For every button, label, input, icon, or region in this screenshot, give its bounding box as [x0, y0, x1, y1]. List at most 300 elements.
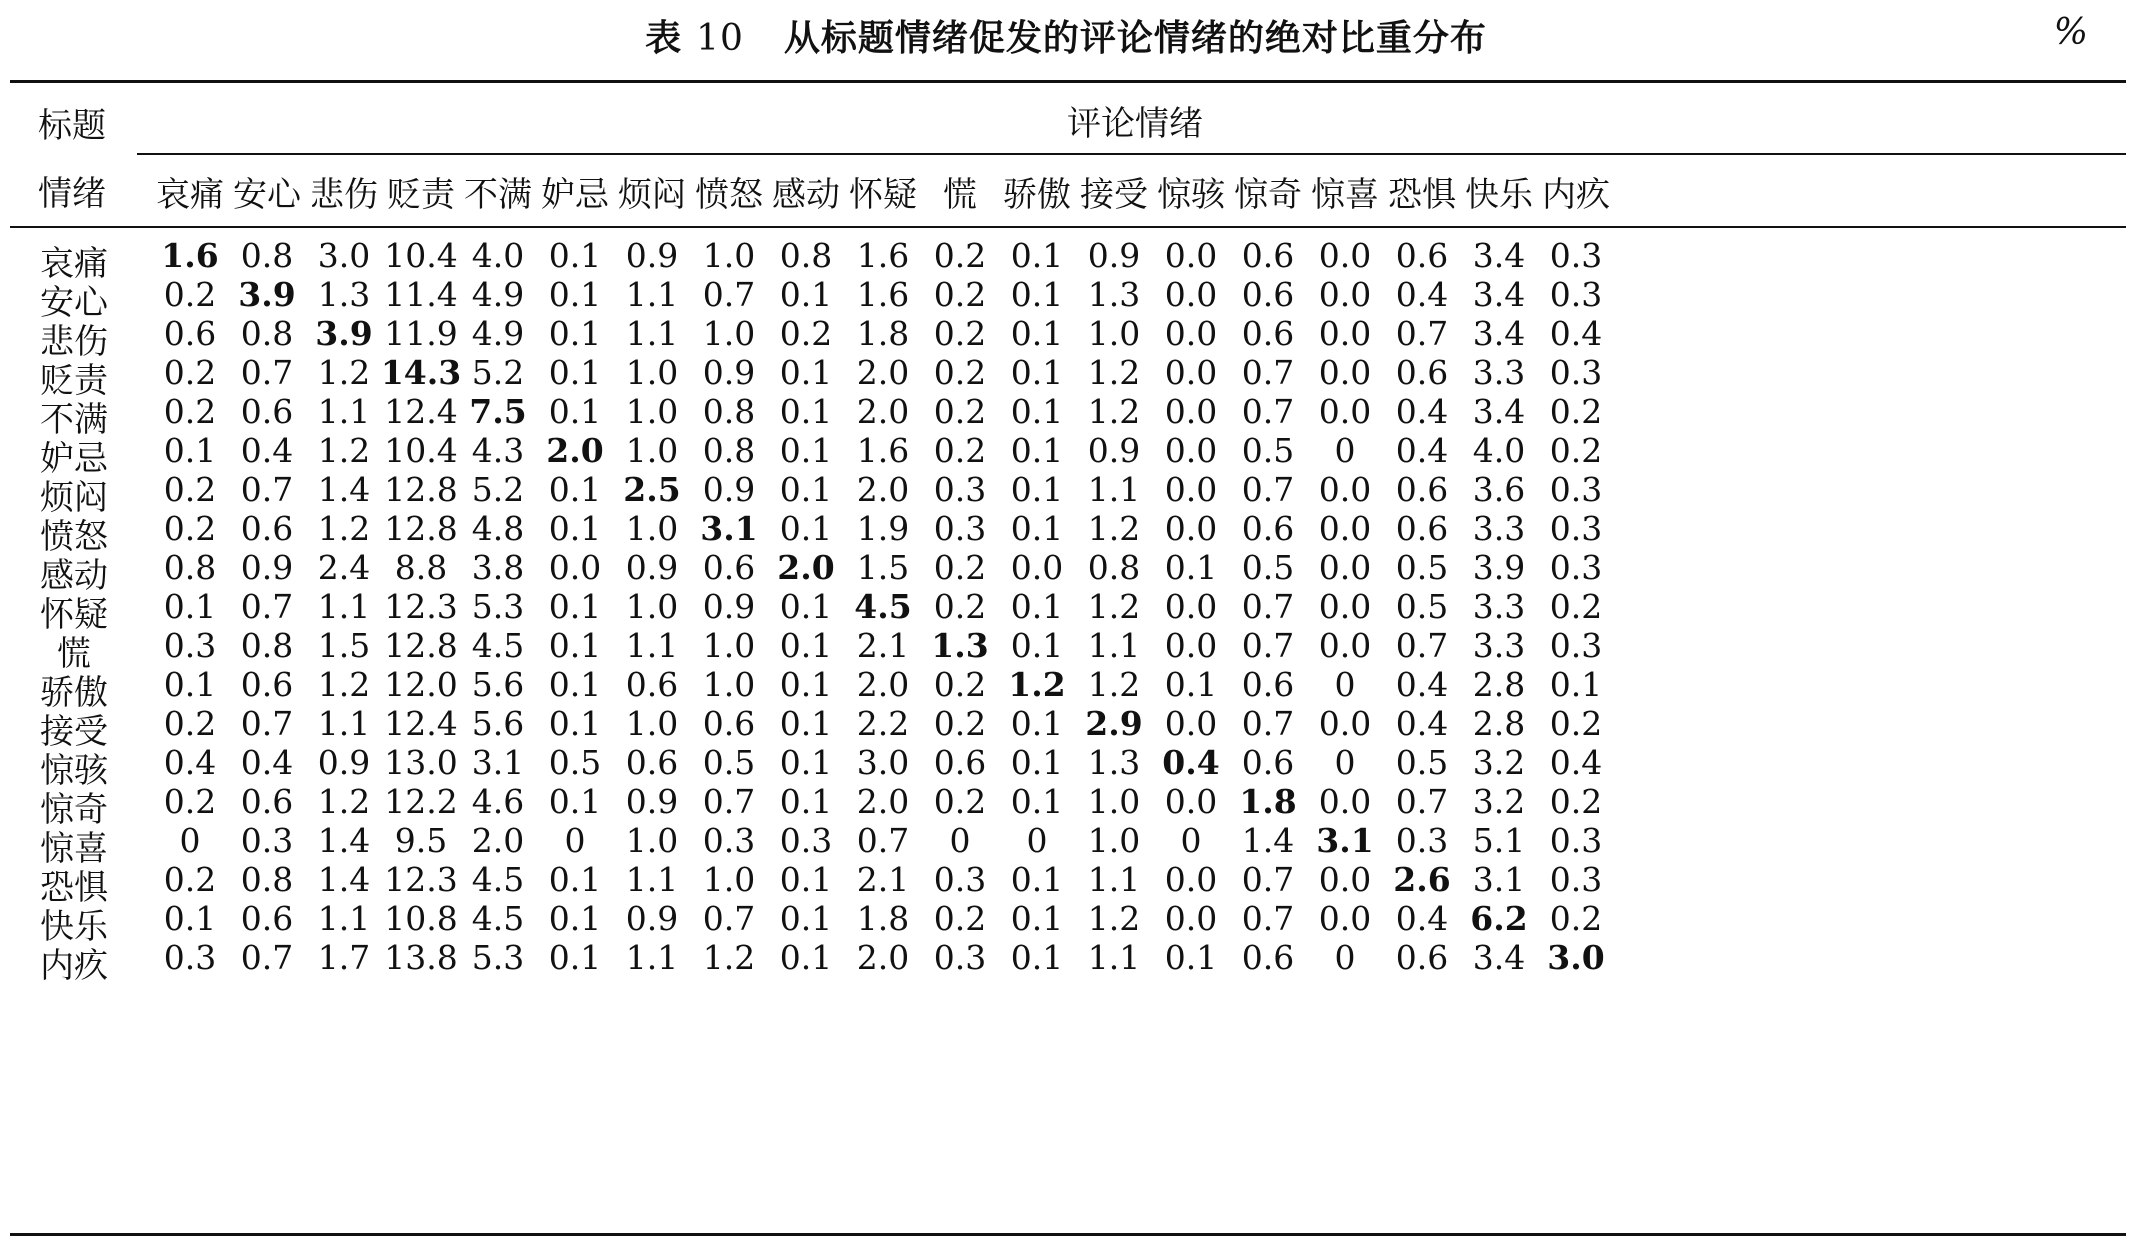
table-cell: 0.1: [548, 665, 602, 704]
table-cell: 1.3: [317, 275, 371, 314]
table-cell: 0.4: [1395, 431, 1449, 470]
table-cell: 0.3: [1549, 509, 1603, 548]
table-cell: 1.0: [625, 704, 679, 743]
table-cell: 0.5: [1395, 587, 1449, 626]
table-cell: 6.2: [1470, 899, 1528, 938]
table-cell: 0.6: [240, 782, 294, 821]
table-cell: 0.2: [163, 860, 217, 899]
table-cell: 0.0: [1164, 509, 1218, 548]
table-cell: 0.3: [933, 938, 987, 977]
table-cell: 3.0: [317, 236, 371, 275]
table-cell: 0.1: [548, 236, 602, 275]
table-cell: 3.3: [1472, 353, 1526, 392]
table-cell: 1.0: [1087, 782, 1141, 821]
table-cell: 4.8: [471, 509, 525, 548]
column-header: 妒忌: [541, 175, 609, 215]
table-cell: 0.1: [548, 587, 602, 626]
table-cell: 0.1: [548, 470, 602, 509]
table-cell: 0.5: [1395, 548, 1449, 587]
table-cell: 0.9: [240, 548, 294, 587]
table-cell: 0.4: [1549, 743, 1603, 782]
table-cell: 3.9: [238, 275, 296, 314]
table-cell: 1.0: [625, 509, 679, 548]
table-cell: 0.1: [779, 392, 833, 431]
table-cell: 12.8: [384, 470, 458, 509]
table-cell: 1.1: [317, 587, 371, 626]
table-cell: 4.5: [471, 899, 525, 938]
table-cell: 0.3: [163, 938, 217, 977]
table-cell: 0.2: [779, 314, 833, 353]
table-cell: 12.4: [384, 704, 458, 743]
table-cell: 1.1: [1087, 938, 1141, 977]
table-cell: 1.2: [317, 353, 371, 392]
table-cell: 4.5: [854, 587, 912, 626]
table-cell: 0.2: [933, 314, 987, 353]
table-cell: 0.2: [933, 587, 987, 626]
table-cell: 0.1: [548, 860, 602, 899]
table-cell: 0.1: [163, 665, 217, 704]
table-cell: 8.8: [394, 548, 448, 587]
table-row: [0, 932, 2132, 985]
table-cell: 0: [1334, 938, 1356, 977]
table-cell: 0.7: [1241, 470, 1295, 509]
table-cell: 0.8: [240, 860, 294, 899]
table-cell: 1.1: [1087, 470, 1141, 509]
table-cell: 0.7: [240, 470, 294, 509]
table-cell: 0.0: [1318, 704, 1372, 743]
table-cell: 12.4: [384, 392, 458, 431]
table-cell: 5.6: [471, 665, 525, 704]
table-cell: 2.0: [856, 938, 910, 977]
table-cell: 1.4: [317, 470, 371, 509]
row-header-top: 标题: [38, 106, 106, 146]
table-cell: 3.6: [1472, 470, 1526, 509]
table-cell: 2.0: [856, 782, 910, 821]
row-label: 悲伤: [40, 322, 108, 362]
table-cell: 0.1: [548, 899, 602, 938]
table-cell: 0.6: [240, 392, 294, 431]
table-cell: 1.0: [625, 353, 679, 392]
table-cell: 0.0: [1318, 275, 1372, 314]
row-label: 骄傲: [40, 673, 108, 713]
table-cell: 5.2: [471, 353, 525, 392]
table-cell: 3.0: [1547, 938, 1605, 977]
column-header: 惊奇: [1234, 175, 1302, 215]
table-cell: 1.1: [317, 704, 371, 743]
table-cell: 0.1: [1010, 314, 1064, 353]
table-cell: 3.9: [315, 314, 373, 353]
row-header-bottom: 情绪: [38, 174, 106, 214]
column-header: 怀疑: [849, 175, 917, 215]
table-cell: 5.3: [471, 938, 525, 977]
table-cell: 2.8: [1472, 665, 1526, 704]
row-label: 接受: [40, 712, 108, 752]
table-cell: 1.0: [702, 314, 756, 353]
table-cell: 4.6: [471, 782, 525, 821]
table-cell: 0.7: [702, 275, 756, 314]
header-rule: [10, 226, 2126, 228]
column-header: 贬责: [387, 175, 455, 215]
table-cell: 1.0: [702, 665, 756, 704]
table-cell: 0.3: [1549, 275, 1603, 314]
table-cell: 0.1: [1010, 899, 1064, 938]
column-header: 惊喜: [1311, 175, 1379, 215]
table-cell: 2.1: [856, 860, 910, 899]
table-cell: 0.0: [1164, 470, 1218, 509]
caption-text: 从标题情绪促发的评论情绪的绝对比重分布: [783, 17, 1487, 59]
table-cell: 0.8: [702, 392, 756, 431]
table-cell: 0.1: [548, 509, 602, 548]
table-cell: 0.6: [1395, 353, 1449, 392]
row-label: 感动: [40, 556, 108, 596]
table-cell: 3.2: [1472, 743, 1526, 782]
table-cell: 13.0: [384, 743, 458, 782]
table-cell: 1.9: [856, 509, 910, 548]
table-cell: 0.1: [548, 938, 602, 977]
table-cell: 1.6: [856, 431, 910, 470]
table-cell: 0.6: [1395, 938, 1449, 977]
table-cell: 5.3: [471, 587, 525, 626]
table-cell: 0.4: [1549, 314, 1603, 353]
table-cell: 1.4: [317, 821, 371, 860]
table-cell: 3.9: [1472, 548, 1526, 587]
table-cell: 0.1: [163, 587, 217, 626]
table-cell: 11.4: [384, 275, 458, 314]
table-cell: 0.8: [779, 236, 833, 275]
table-cell: 1.8: [1239, 782, 1297, 821]
table-cell: 0: [1334, 665, 1356, 704]
table-cell: 0.7: [1241, 392, 1295, 431]
table-cell: 2.0: [856, 470, 910, 509]
table-cell: 0.1: [1010, 431, 1064, 470]
top-rule: [10, 80, 2126, 83]
table-cell: 0.7: [1241, 899, 1295, 938]
table-cell: 5.6: [471, 704, 525, 743]
table-cell: 0.7: [240, 587, 294, 626]
table-cell: 0.6: [1395, 470, 1449, 509]
column-header: 安心: [233, 175, 301, 215]
table-cell: 0.4: [1395, 665, 1449, 704]
table-cell: 3.4: [1472, 314, 1526, 353]
table-cell: 14.3: [380, 353, 462, 392]
table-cell: 0: [1334, 431, 1356, 470]
table-cell: 0.0: [1164, 782, 1218, 821]
table-cell: 0.2: [933, 392, 987, 431]
table-cell: 0.0: [1010, 548, 1064, 587]
table-cell: 1.1: [625, 938, 679, 977]
row-label: 不满: [40, 400, 108, 440]
table-cell: 1.0: [625, 431, 679, 470]
table-cell: 0.2: [933, 899, 987, 938]
table-cell: 0.0: [1318, 470, 1372, 509]
table-cell: 0.6: [625, 743, 679, 782]
table-cell: 0.2: [163, 392, 217, 431]
column-header: 惊骇: [1157, 175, 1225, 215]
column-header: 慌: [943, 175, 977, 215]
table-cell: 2.8: [1472, 704, 1526, 743]
table-cell: 1.0: [625, 392, 679, 431]
table-cell: 1.2: [317, 665, 371, 704]
row-label: 贬责: [40, 361, 108, 401]
table-cell: 0.7: [1241, 587, 1295, 626]
table-cell: 0.2: [1549, 704, 1603, 743]
table-cell: 0.1: [1010, 275, 1064, 314]
table-cell: 0.0: [1318, 392, 1372, 431]
table-cell: 11.9: [384, 314, 458, 353]
column-header: 悲伤: [310, 175, 378, 215]
table-cell: 0.6: [1241, 938, 1295, 977]
table-cell: 3.8: [471, 548, 525, 587]
table-cell: 0.1: [779, 899, 833, 938]
table-cell: 0.3: [933, 860, 987, 899]
table-cell: 0.0: [1164, 314, 1218, 353]
table-cell: 3.1: [1472, 860, 1526, 899]
table-cell: 0.9: [625, 236, 679, 275]
table-cell: 0.2: [163, 275, 217, 314]
table-cell: 0.1: [1010, 743, 1064, 782]
table-cell: 1.0: [702, 626, 756, 665]
table-cell: 2.9: [1085, 704, 1143, 743]
table-cell: 1.1: [317, 899, 371, 938]
table-cell: 0.6: [1241, 665, 1295, 704]
table-cell: 0.6: [1395, 236, 1449, 275]
table-cell: 0.1: [1010, 704, 1064, 743]
table-cell: 2.0: [856, 665, 910, 704]
table-cell: 0.1: [779, 860, 833, 899]
table-cell: 10.4: [384, 236, 458, 275]
table-cell: 0.7: [1395, 626, 1449, 665]
table-cell: 0.6: [1241, 509, 1295, 548]
table-cell: 0.0: [1318, 314, 1372, 353]
column-header: 接受: [1080, 175, 1148, 215]
table-cell: 3.1: [700, 509, 758, 548]
table-cell: 1.2: [1087, 353, 1141, 392]
table-cell: 1.8: [856, 314, 910, 353]
table-cell: 1.3: [1087, 275, 1141, 314]
table-cell: 3.3: [1472, 587, 1526, 626]
table-cell: 0.0: [1318, 353, 1372, 392]
row-label: 哀痛: [40, 244, 108, 284]
table-cell: 1.0: [1087, 821, 1141, 860]
table-cell: 0.7: [1241, 704, 1295, 743]
table-cell: 0.0: [1318, 548, 1372, 587]
table-caption: [0, 10, 2132, 61]
table-cell: 0.1: [1010, 626, 1064, 665]
table-cell: 0.1: [1010, 353, 1064, 392]
table-cell: 0.9: [1087, 236, 1141, 275]
row-label: 慌: [57, 634, 91, 674]
table-cell: 0.9: [625, 782, 679, 821]
table-cell: 9.5: [394, 821, 448, 860]
table-cell: 0.1: [1164, 665, 1218, 704]
table-cell: 0.6: [163, 314, 217, 353]
table-cell: 1.1: [317, 392, 371, 431]
table-cell: 0.6: [1395, 509, 1449, 548]
table-cell: 1.3: [1087, 743, 1141, 782]
column-header: 感动: [772, 175, 840, 215]
table-cell: 0.4: [1395, 275, 1449, 314]
table-cell: 0.3: [1549, 626, 1603, 665]
table-cell: 0.1: [548, 314, 602, 353]
table-cell: 3.4: [1472, 392, 1526, 431]
table-cell: 0.6: [933, 743, 987, 782]
unit-label: %: [2053, 12, 2088, 53]
table-cell: 0.0: [1318, 236, 1372, 275]
table-cell: 0.8: [240, 314, 294, 353]
table-cell: 0.1: [779, 431, 833, 470]
table-caption-line: [0, 0, 2132, 70]
table-cell: 0.3: [1549, 860, 1603, 899]
table-cell: 2.1: [856, 626, 910, 665]
table-cell: 0.5: [702, 743, 756, 782]
row-label: 妒忌: [40, 439, 108, 479]
table-cell: 0.1: [1010, 860, 1064, 899]
table-cell: 0: [949, 821, 971, 860]
table-cell: 0.6: [702, 704, 756, 743]
table-cell: 0.9: [702, 587, 756, 626]
table-cell: 0.4: [1395, 704, 1449, 743]
table-cell: 0.7: [1241, 353, 1295, 392]
table-cell: 0.0: [1164, 860, 1218, 899]
table-cell: 0.2: [933, 548, 987, 587]
table-cell: 1.4: [317, 860, 371, 899]
table-cell: 2.5: [623, 470, 681, 509]
row-label: 惊喜: [40, 829, 108, 869]
row-label: 惊骇: [40, 751, 108, 791]
table-cell: 0: [179, 821, 201, 860]
table-cell: 1.2: [1087, 665, 1141, 704]
column-header: 不满: [464, 175, 532, 215]
table-cell: 3.4: [1472, 275, 1526, 314]
table-cell: 0.7: [240, 704, 294, 743]
table-cell: 0.9: [317, 743, 371, 782]
table-cell: 5.1: [1472, 821, 1526, 860]
row-label: 愤怒: [40, 517, 108, 557]
table-cell: 0.7: [240, 353, 294, 392]
table-cell: 0.4: [1395, 392, 1449, 431]
table-cell: 0.2: [1549, 392, 1603, 431]
table-cell: 0.6: [240, 899, 294, 938]
table-cell: 4.5: [471, 626, 525, 665]
table-cell: 0.9: [625, 548, 679, 587]
column-header: 快乐: [1465, 175, 1533, 215]
caption-label: 表: [645, 17, 683, 59]
table-cell: 2.0: [471, 821, 525, 860]
table-cell: 4.3: [471, 431, 525, 470]
table-cell: 1.2: [1087, 509, 1141, 548]
row-label: 恐惧: [40, 868, 108, 908]
table-cell: 0.2: [933, 704, 987, 743]
table-cell: 1.2: [1087, 899, 1141, 938]
table-cell: 0.6: [1241, 236, 1295, 275]
table-cell: 2.0: [856, 353, 910, 392]
table-cell: 1.2: [317, 509, 371, 548]
table-cell: 0.7: [1241, 860, 1295, 899]
table-cell: 0.8: [240, 626, 294, 665]
table-cell: 0.3: [1549, 353, 1603, 392]
table-cell: 1.1: [625, 275, 679, 314]
table-cell: 0.2: [1549, 899, 1603, 938]
table-cell: 10.4: [384, 431, 458, 470]
table-cell: 2.0: [777, 548, 835, 587]
table-cell: 4.9: [471, 275, 525, 314]
table-cell: 3.3: [1472, 626, 1526, 665]
column-header: 愤怒: [695, 175, 763, 215]
bottom-rule: [10, 1233, 2126, 1236]
table-cell: 0.8: [1087, 548, 1141, 587]
table-cell: 0.0: [1164, 431, 1218, 470]
table-cell: 13.8: [384, 938, 458, 977]
table-cell: 0.1: [548, 353, 602, 392]
table-cell: 0.9: [625, 899, 679, 938]
table-cell: 3.2: [1472, 782, 1526, 821]
table-cell: 0.7: [1241, 626, 1295, 665]
table-cell: 0.0: [1164, 275, 1218, 314]
table-cell: 0.0: [1318, 899, 1372, 938]
table-cell: 1.5: [856, 548, 910, 587]
table-cell: 0.0: [1164, 899, 1218, 938]
table-cell: 7.5: [469, 392, 527, 431]
table-cell: 0.1: [779, 275, 833, 314]
table-cell: 3.4: [1472, 236, 1526, 275]
table-cell: 0.1: [779, 509, 833, 548]
table-cell: 1.1: [625, 626, 679, 665]
table-cell: 0: [564, 821, 586, 860]
table-cell: 12.3: [384, 587, 458, 626]
table-cell: 0.3: [779, 821, 833, 860]
table-cell: 1.2: [1087, 392, 1141, 431]
table-cell: 0.4: [163, 743, 217, 782]
caption-number: 10: [696, 18, 744, 59]
table-cell: 0.1: [779, 665, 833, 704]
table-cell: 0.3: [163, 626, 217, 665]
table-cell: 2.2: [856, 704, 910, 743]
table-cell: 0.1: [779, 626, 833, 665]
table-cell: 0.2: [933, 665, 987, 704]
table-cell: 4.0: [471, 236, 525, 275]
table-cell: 0.3: [933, 470, 987, 509]
table-cell: 1.6: [856, 236, 910, 275]
table-cell: 0.1: [548, 626, 602, 665]
row-label: 烦闷: [40, 478, 108, 518]
table-cell: 1.8: [856, 899, 910, 938]
table-cell: 0.1: [548, 275, 602, 314]
table-cell: 0.2: [933, 353, 987, 392]
table-cell: 0.2: [163, 353, 217, 392]
table-cell: 0.3: [1549, 821, 1603, 860]
table-cell: 0.1: [1010, 782, 1064, 821]
table-cell: 1.5: [317, 626, 371, 665]
table-cell: 0.1: [779, 704, 833, 743]
table-cell: 0: [1180, 821, 1202, 860]
column-header: 哀痛: [156, 175, 224, 215]
table-cell: 5.2: [471, 470, 525, 509]
table-cell: 10.8: [384, 899, 458, 938]
table-cell: 0.4: [1395, 899, 1449, 938]
table-cell: 0.3: [1549, 470, 1603, 509]
table-cell: 0.3: [1549, 236, 1603, 275]
table-cell: 0.3: [1395, 821, 1449, 860]
table-cell: 1.1: [1087, 860, 1141, 899]
table-cell: 1.2: [1008, 665, 1066, 704]
table-cell: 0.7: [856, 821, 910, 860]
table-cell: 0.3: [1549, 548, 1603, 587]
row-label: 惊奇: [40, 790, 108, 830]
table-cell: 0.1: [548, 704, 602, 743]
table-cell: 0.4: [240, 743, 294, 782]
table-cell: 0.7: [1395, 782, 1449, 821]
table-cell: 1.1: [1087, 626, 1141, 665]
